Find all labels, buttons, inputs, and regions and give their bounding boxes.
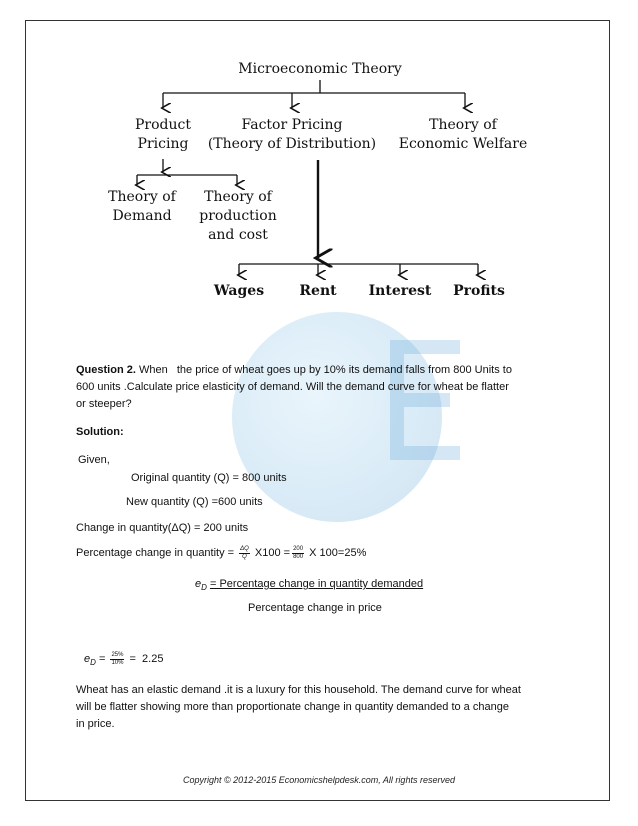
percentage-change-line: [76, 545, 366, 562]
node-theory-of-demand: Theory of Demand: [108, 189, 176, 224]
solution-label: Solution:: [76, 426, 124, 438]
ed-symbol: $e_D$: [195, 578, 207, 593]
node-microeconomic-theory: Microeconomic Theory: [238, 61, 402, 77]
conclusion-line-3: in price.: [76, 718, 115, 730]
node-wages: Wages: [213, 283, 265, 299]
frac3-num: 25%: [111, 651, 124, 658]
elasticity-formula-denominator: Percentage change in price: [248, 602, 382, 614]
node-interest: Interest: [368, 283, 432, 299]
fraction-25-over-10: [110, 652, 124, 667]
node-product-pricing: Product Pricing: [135, 117, 191, 152]
question-text-1: When the price of wheat goes up by 10% its demand falls from 800 Units to: [135, 364, 512, 376]
node-theory-of-economic-welfare: Theory of Economic Welfare: [398, 117, 528, 152]
elasticity-calculation: [84, 651, 163, 671]
frac1-den: Q: [242, 553, 247, 560]
node-profits: Profits: [453, 283, 505, 299]
node-theory-of-production: Theory of production and cost: [199, 189, 277, 243]
pct-change-suffix: X 100=25%: [306, 547, 367, 559]
original-quantity: Original quantity (Q) = 800 units: [131, 472, 287, 484]
copyright-footer: Copyright © 2012-2015 Economicshelpdesk.com, All rights reserved: [183, 775, 455, 785]
frac2-den: 800: [293, 553, 304, 560]
microeconomic-theory-diagram: [0, 0, 638, 320]
letter-e-watermark-icon: [390, 340, 460, 460]
ed-formula-num: = Percentage change in quantity demanded: [209, 578, 424, 590]
question-line-2: 600 units .Calculate price elasticity of demand. Will the demand curve for wheat be flatter: [76, 381, 509, 393]
elasticity-formula-numerator: [195, 576, 423, 596]
question-label: Question 2.: [76, 364, 136, 376]
ed-calc-suffix: = 2.25: [126, 653, 164, 665]
frac3-den: 10%: [111, 659, 124, 666]
frac2-num: 200: [293, 545, 304, 552]
change-in-quantity: Change in quantity(ΔQ) = 200 units: [76, 522, 249, 534]
diagram-lines: [0, 0, 638, 320]
node-factor-pricing: Factor Pricing (Theory of Distribution): [207, 117, 377, 152]
conclusion-line-2: will be flatter showing more than proportionate change in quantity demanded to a change: [76, 701, 509, 713]
question-line-1: [76, 362, 576, 379]
new-quantity: New quantity (Q) =600 units: [126, 496, 263, 508]
conclusion-line-1: Wheat has an elastic demand .it is a luxury for this household. The demand curve for wheat: [76, 684, 521, 696]
mid-text: X100 =: [251, 547, 291, 559]
fraction-delta-q-over-q: [239, 546, 250, 561]
solution-given: Given,: [78, 454, 110, 466]
ed-calc-prefix: $e_D$ =: [84, 653, 109, 668]
pct-change-prefix: Percentage change in quantity =: [76, 547, 238, 559]
frac1-num: ΔQ: [240, 545, 249, 552]
question-line-3: or steeper?: [76, 398, 132, 410]
fraction-200-over-800: [292, 546, 304, 561]
node-rent: Rent: [299, 283, 337, 299]
